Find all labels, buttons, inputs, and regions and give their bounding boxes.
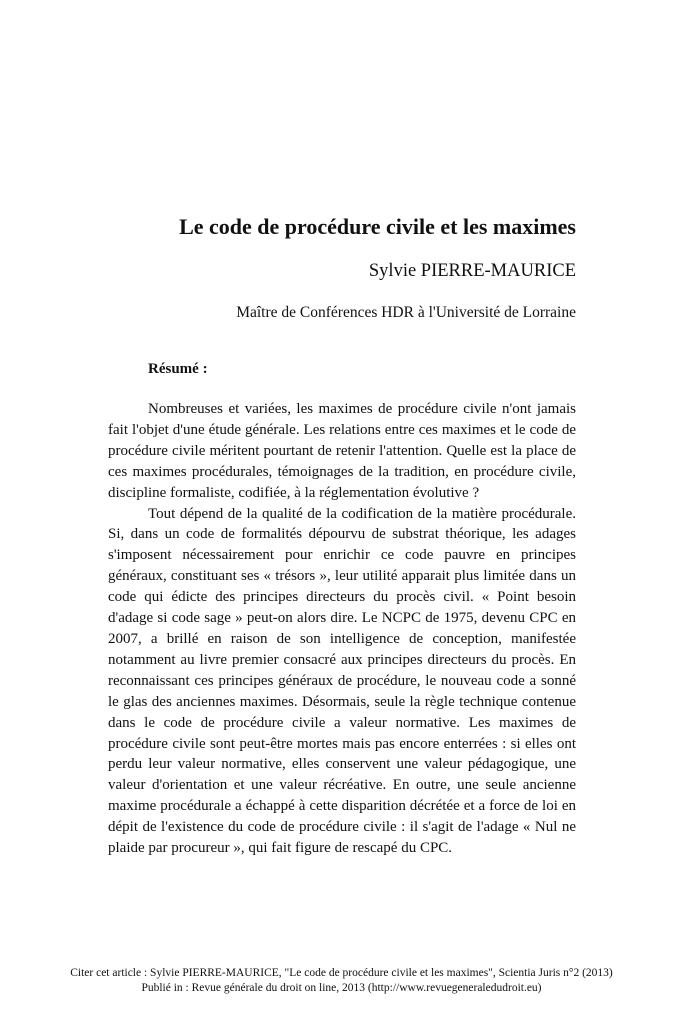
article-title: Le code de procédure civile et les maximes xyxy=(179,214,576,239)
abstract-heading: Résumé : xyxy=(148,361,208,377)
abstract-paragraph-1: Nombreuses et variées, les maximes de procédure civile n'ont jamais fait l'objet d'une étude générale. Les relations entre ces maximes et le code de procédure civile méritent pourtant de retenir l'attention. Quelle est la place de ces maximes procédurales, témoignages de la tradition, en procédure civile, discipline formaliste, codifiée, à la réglementation évolutive ? xyxy=(108,401,576,501)
citation-line: Citer cet article : Sylvie PIERRE-MAURICE, "Le code de procédure civile et les maximes", Scientia Juris n°2 (2013) xyxy=(70,967,613,979)
author-affiliation: Maître de Conférences HDR à l'Université de Lorraine xyxy=(236,304,576,321)
page-footer xyxy=(0,966,683,996)
abstract-paragraph-2: Tout dépend de la qualité de la codification de la matière procédurale. Si, dans un code de formalités dépourvu de substrat théorique, les adages s'imposent nécessairement pour enrichir ce code pauvre en principes généraux, constituant ses « trésors », leur utilité apparait plus limitée dans un code qui édicte des principes directeurs du procès civil. « Point besoin d'adage si code sage » peut-on alors dire. Le NCPC de 1975, devenu CPC en 2007, a brillé en raison de son intelligence de conception, manifestée notamment au livre premier consacré aux principes directeurs du procès. En reconnaissant ces principes généraux de procédure, le nouveau code a sonné le glas des anciennes maximes. Désormais, seule la règle technique contenue dans le code de procédure civile a valeur normative. Les maximes de procédure civile sont peut-être mortes mais pas encore enterrées : si elles ont perdu leur valeur normative, elles conservent une valeur pédagogique, une valeur d'orientation et une valeur récréative. En outre, une seule ancienne maxime procédurale a échappé à cette disparition décrétée et a force de loi en dépit de l'existence du code de procédure civile : il s'agit de l'adage « Nul ne plaide par procureur », qui fait figure de rescapé du CPC. xyxy=(108,505,576,857)
publication-line: Publié in : Revue générale du droit on line, 2013 (http://www.revuegeneraledudroit.eu) xyxy=(141,982,542,994)
author-name: Sylvie PIERRE-MAURICE xyxy=(368,261,576,281)
abstract-body xyxy=(108,399,576,859)
